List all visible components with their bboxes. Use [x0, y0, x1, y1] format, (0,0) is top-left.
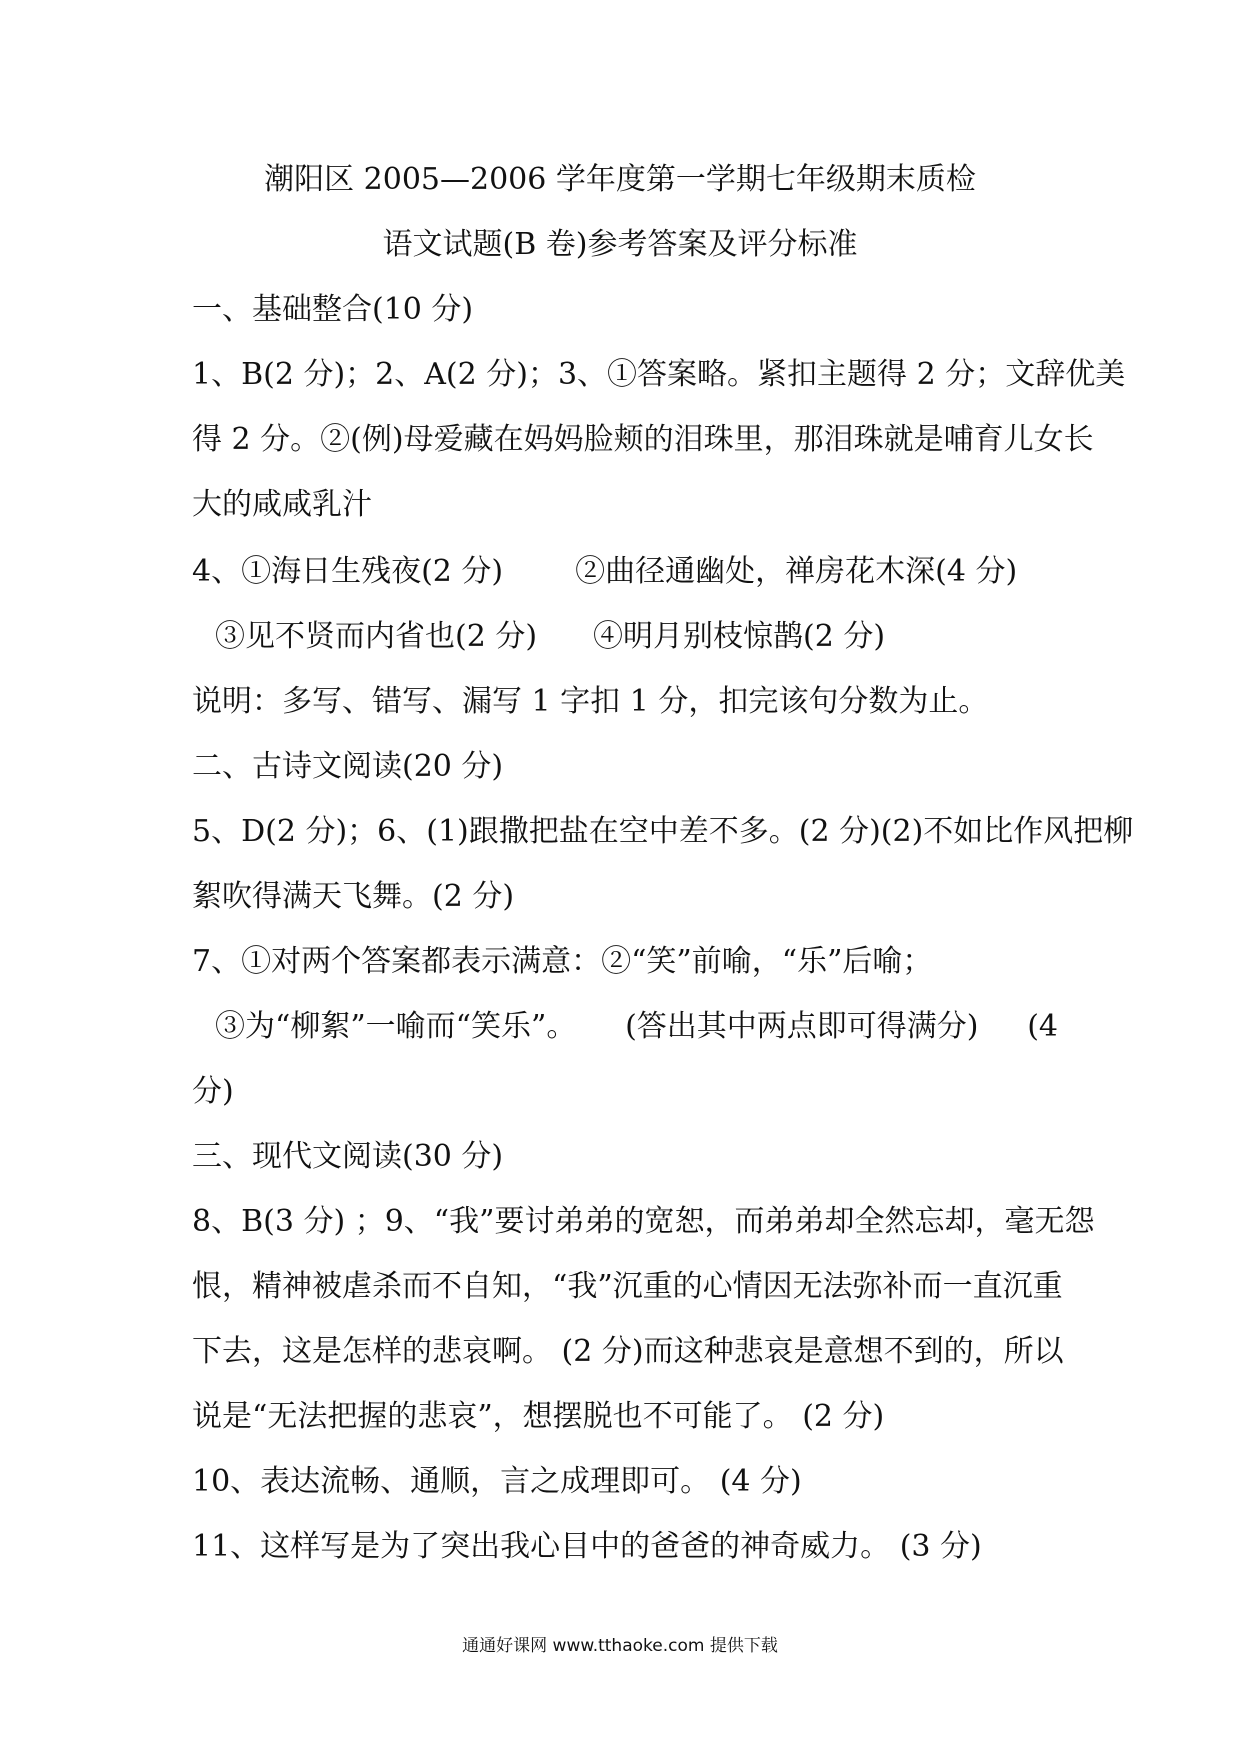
answer-q1-3-line-2: 得 2 分。②(例)母爱藏在妈妈脸颊的泪珠里，那泪珠就是哺育儿女长: [192, 422, 1094, 457]
answer-q4-part-4: ④明月别枝惊鹊(2 分): [593, 619, 886, 654]
answer-q4-part-3: ③见不贤而内省也(2 分): [215, 619, 538, 654]
answer-q4-part-1: 4、①海日生残夜(2 分): [192, 554, 504, 589]
answer-q7-part-b: (答出其中两点即可得满分): [625, 1009, 979, 1044]
answer-q1-3-line-3: 大的咸咸乳汁: [192, 487, 372, 522]
answer-q5-6-line-1: 5、D(2 分)；6、(1)跟撒把盐在空中差不多。(2 分)(2)不如比作风把柳: [192, 814, 1134, 849]
answer-q4-part-2: ②曲径通幽处，禅房花木深(4 分): [575, 554, 1018, 589]
section-1-heading: 一、基础整合(10 分): [192, 292, 474, 327]
scoring-note: 说明：多写、错写、漏写 1 字扣 1 分，扣完该句分数为止。: [192, 684, 989, 719]
answer-q8-9-line-1: 8、B(3 分) ；9、“我”要讨弟弟的宽恕，而弟弟却全然忘却，毫无怨: [192, 1204, 1095, 1239]
section-3-heading: 三、现代文阅读(30 分): [192, 1139, 504, 1174]
answer-q8-9-line-2: 恨，精神被虐杀而不自知，“我”沉重的心情因无法弥补而一直沉重: [192, 1269, 1063, 1304]
answer-q7-line-1: 7、①对两个答案都表示满意：②“笑”前喻，“乐”后喻；: [192, 944, 933, 979]
answer-q5-6-line-2: 絮吹得满天飞舞。(2 分): [192, 879, 515, 914]
title-line-1: 潮阳区 2005—2006 学年度第一学期七年级期末质检: [264, 162, 976, 197]
title-line-2: 语文试题(B 卷)参考答案及评分标准: [382, 227, 858, 262]
answer-q11: 11、这样写是为了突出我心目中的爸爸的神奇威力。 (3 分): [192, 1529, 982, 1564]
answer-q7-part-c: (4: [1027, 1009, 1058, 1044]
answer-q8-9-line-4: 说是“无法把握的悲哀”，想摆脱也不可能了。 (2 分): [192, 1399, 885, 1434]
answer-q4-row-1: [192, 552, 1017, 592]
answer-q7-part-a: ③为“柳絮”一喻而“笑乐”。: [215, 1009, 577, 1044]
answer-q8-9-line-3: 下去，这是怎样的悲哀啊。 (2 分)而这种悲哀是意想不到的，所以: [192, 1334, 1064, 1369]
answer-q7-line-2: [215, 1007, 1058, 1047]
answer-q7-line-3: 分): [192, 1074, 234, 1109]
answer-q1-3-line-1: 1、B(2 分)；2、A(2 分)；3、①答案略。紧扣主题得 2 分；文辞优美: [192, 357, 1126, 392]
section-2-heading: 二、古诗文阅读(20 分): [192, 749, 504, 784]
footer-source: 通通好课网 www.tthaoke.com 提供下载: [462, 1636, 778, 1656]
answer-q10: 10、表达流畅、通顺，言之成理即可。 (4 分): [192, 1464, 802, 1499]
answer-q4-row-2: [215, 617, 885, 657]
